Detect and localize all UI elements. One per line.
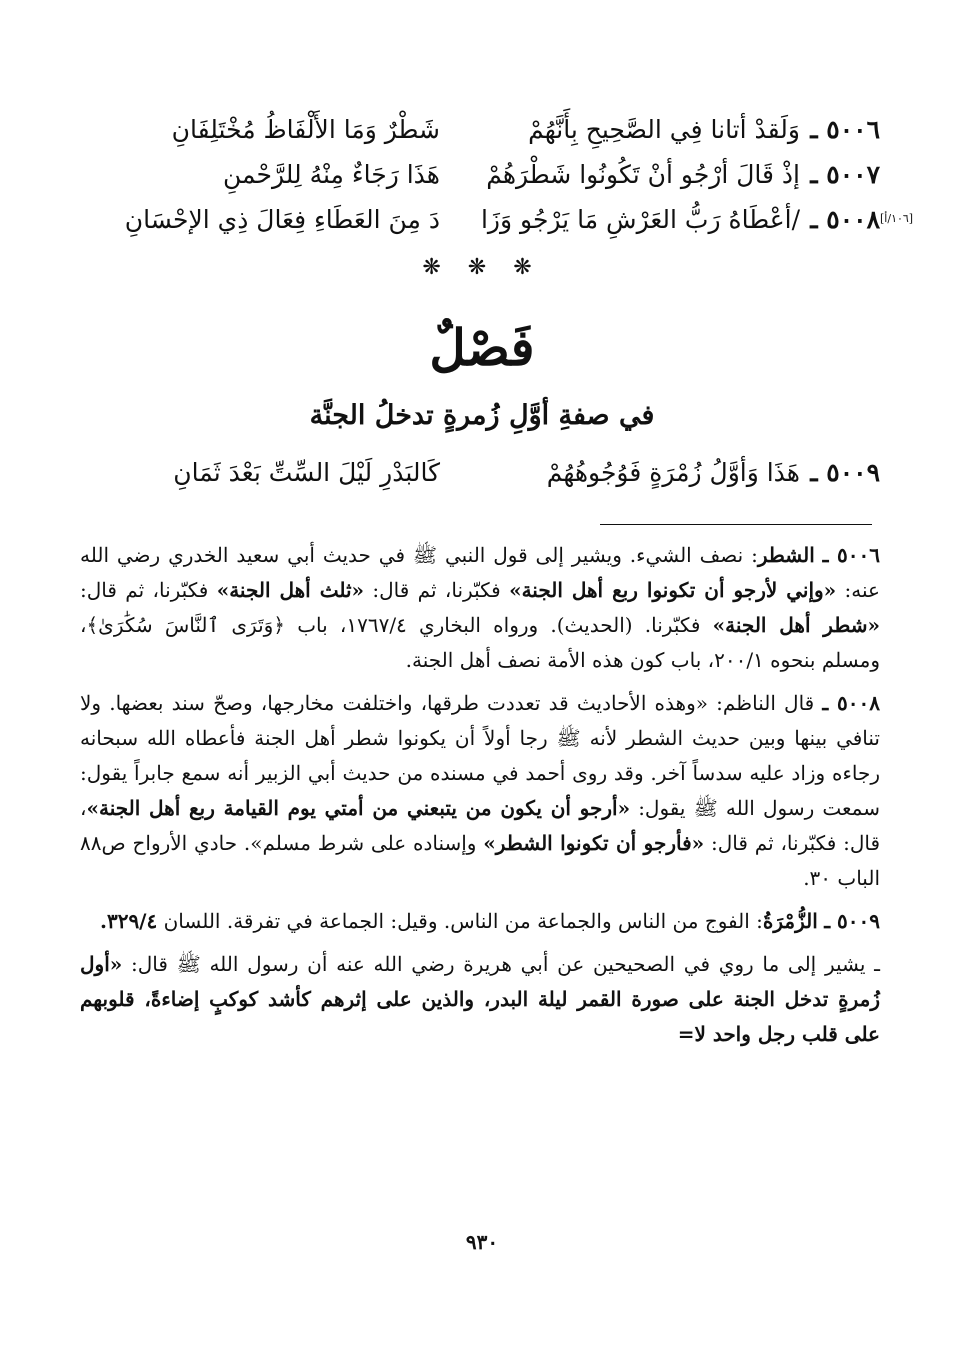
hadith-quote: «أول زُمرةٍ تدخل الجنة على صورة القمر ليلة البدر، والذين على إثرهم كأشد كوكبٍ إضاءةً، قلوبهم على قلب رجل واحد لا= [80, 952, 880, 1046]
hadith-quote: «وإني لأرجو أن تكونوا ربع أهل الجنة» [509, 578, 837, 602]
footnote-number: ٥٠٠٩ ـ [824, 909, 880, 933]
verse-5008 [80, 200, 880, 240]
hadith-quote: «أرجو أن يكون من يتبعني من أمتي يوم القيامة ربع أهل الجنة» [86, 796, 631, 820]
footnote-text: فكبّرنا، ثم قال: [364, 578, 510, 602]
footnote-term: الزُّمْرَةُ [762, 909, 818, 933]
footnote-5009 [80, 904, 880, 939]
footnote-text: ـ يشير إلى ما روي في الصحيحين عن أبي هريرة رضي الله عنه أن رسول الله ﷺ قال: [122, 952, 880, 976]
footnote-text: : نصف الشيء. ويشير إلى قول النبي ﷺ في حديث أبي سعيد الخدري رضي الله عنه: [80, 543, 880, 602]
hadith-quote: «شطر أهل الجنة» [712, 613, 881, 637]
section-title: فَصْلٌ [429, 318, 535, 377]
verse-second-hemistich: كَالبَدْرِ لَيْلَ السِّتِّ بَعْدَ ثَمَانِ [173, 458, 440, 487]
hadith-quote: «فأرجو أن تكونوا الشطر» [483, 831, 705, 855]
footnote-text: فكبّرنا، ثم قال: [80, 578, 217, 602]
footnote-text: فكبّرنا. (الحديث). ورواه البخاري ١٧٦٧/٤، باب ﴿وَتَرَى ٱلنَّاسَ سُكَٰرَىٰ﴾، ومسلم بنحوه ٢٠٠/١، باب كون هذه الأمة نصف أهل الجنة. [80, 613, 880, 672]
verse-first-hemistich: وَلَقدْ أتانا فِي الصَّحِيحِ بِأَنَّهُمْ [528, 115, 800, 144]
verse-first-hemistich: إذْ قَالَ أرْجُو أنْ تَكُونُوا شَطْرَهُمْ [486, 160, 800, 189]
verse-number: ٥٠٠٩ ـ [810, 458, 880, 487]
footnote-text: ، قال: فكبّرنا، ثم قال: [80, 796, 881, 855]
verse-first-hemistich: /أعْطَاهُ رَبُّ العَرْشِ مَا يَرْجُو وَزَا [480, 205, 800, 234]
verse-5006 [80, 110, 880, 150]
verse-5007 [80, 155, 880, 195]
footnote-number: ٥٠٠٦ ـ [822, 543, 880, 567]
verse-second-hemistich: هَذَا رَجَاءٌ مِنْهُ لِلرَّحْمنِ [223, 160, 440, 189]
verse-5009 [80, 453, 880, 493]
verse-number: ٥٠٠٧ ـ [810, 160, 880, 189]
footnote-5006 [80, 538, 880, 678]
footnote-5009-continued [80, 947, 880, 1052]
footnote-number: ٥٠٠٨ ـ [822, 691, 881, 715]
verse-second-hemistich: شَطْرٌ وَمَا الأَلْفَاظُ مُخْتَلِفَانِ [171, 115, 440, 144]
section-subtitle: في صفةِ أوَّلِ زُمرةٍ تدخلُ الجنَّة [309, 400, 655, 431]
footnote-divider [600, 524, 872, 525]
section-separator: ❋ ❋ ❋ [422, 255, 542, 280]
hadith-quote: «ثلث أهل الجنة» [216, 578, 365, 602]
footnote-5008 [80, 686, 880, 896]
manuscript-folio-ref: [١٠٦/أ] [880, 212, 914, 225]
verse-second-hemistich: دَ مِنَ العَطَاءِ فِعَالَ ذِي الإحْسَانِ [124, 205, 440, 234]
footnote-text: : الفوج من الناس والجماعة من الناس. وقيل: الجماعة في تفرقة. اللسان [157, 909, 763, 933]
footnotes [80, 538, 880, 1060]
verse-number: ٥٠٠٨ ـ [810, 205, 880, 234]
footnote-term: الشطر [757, 543, 815, 567]
verse-number: ٥٠٠٦ ـ [810, 115, 880, 144]
verse-first-hemistich: هَذَا وَأوَّلُ زُمْرَةٍ فَوُجُوهُهُمْ [546, 458, 800, 487]
footnote-text: قال الناظم: «وهذه الأحاديث قد تعددت طرقها، واختلفت مخارجها، وصحّ سند بعضها. ولا تنافي بينها وبين حديث الشطر لأنه ﷺ رجا أولاً أن يكونوا شطر أهل الجنة فأعطاه الله سبحانه رجاءه وزاد عليه سدساً آخر. وقد روى أحمد في مسنده من حديث أبي الزبير أنه سمع جابراً يقول: سمعت رسول الله ﷺ يقول: [80, 691, 880, 820]
page-number: ٩٣٠ [465, 1230, 499, 1254]
footnote-text: وإسناده على شرط مسلم». حادي الأرواح ص٨٨ الباب ٣٠. [80, 831, 880, 890]
footnote-reference: ٣٢٩/٤. [99, 909, 158, 933]
